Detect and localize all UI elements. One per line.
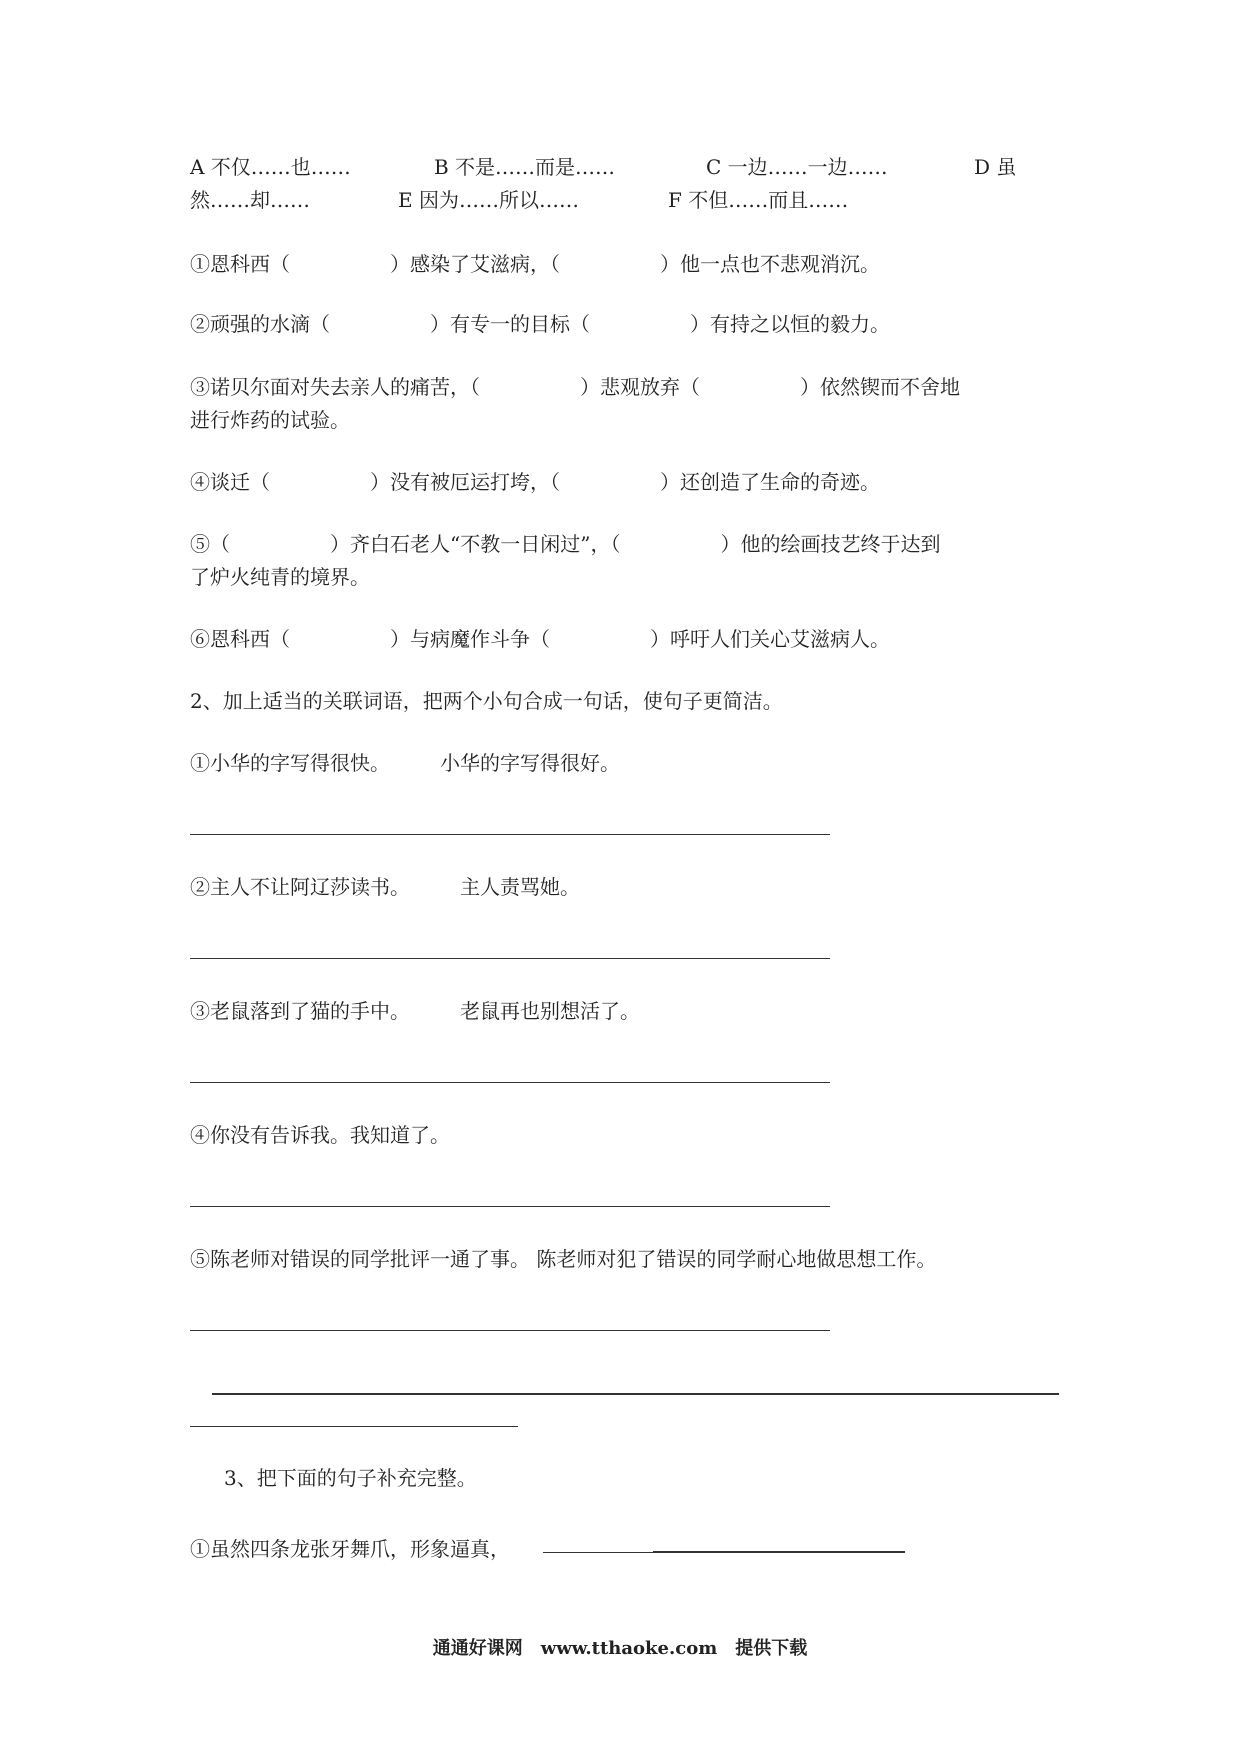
q3-blank-thin[interactable]: [543, 1552, 653, 1553]
q1-sentence-4: ④谈迁（ ）没有被厄运打垮，（ ）还创造了生命的奇迹。: [190, 470, 880, 494]
q1-sentence-3b: 进行炸药的试验。: [190, 408, 350, 432]
answer-line-1[interactable]: [190, 834, 830, 835]
answer-line-7[interactable]: [190, 1426, 518, 1427]
q2-item-2: ②主人不让阿辽莎读书。 主人责骂她。: [190, 875, 580, 899]
page-footer: 通通好课网 www.tthaoke.com 提供下载: [432, 1638, 808, 1659]
answer-line-2[interactable]: [190, 958, 830, 959]
q3-sentence-1: ①虽然四条龙张牙舞爪，形象逼真，: [190, 1537, 510, 1561]
option-e: E 因为……所以……: [398, 188, 579, 212]
answer-line-3[interactable]: [190, 1082, 830, 1083]
answer-line-5[interactable]: [190, 1330, 830, 1331]
q1-sentence-5b: 了炉火纯青的境界。: [190, 565, 370, 589]
option-f: F 不但……而且……: [668, 188, 849, 212]
option-d-start: D 虽: [974, 155, 1017, 179]
q1-sentence-2: ②顽强的水滴（ ）有专一的目标（ ）有持之以恒的毅力。: [190, 312, 890, 336]
q2-item-4: ④你没有告诉我。我知道了。: [190, 1123, 450, 1147]
option-a: A 不仅……也……: [190, 155, 351, 179]
q1-sentence-3a: ③诺贝尔面对失去亲人的痛苦，（ ）悲观放弃（ ）依然锲而不舍地: [190, 375, 960, 399]
option-d-end: 然……却……: [190, 188, 310, 212]
q3-blank-thick[interactable]: [653, 1551, 905, 1553]
q2-item-1: ①小华的字写得很快。 小华的字写得很好。: [190, 751, 620, 775]
q2-item-3: ③老鼠落到了猫的手中。 老鼠再也别想活了。: [190, 999, 640, 1023]
q1-sentence-5a: ⑤（ ）齐白石老人“不教一日闲过”，（ ）他的绘画技艺终于达到: [190, 532, 941, 556]
option-c: C 一边……一边……: [706, 155, 888, 179]
option-b: B 不是……而是……: [434, 155, 616, 179]
answer-line-6[interactable]: [212, 1393, 1059, 1395]
q2-title: 2、加上适当的关联词语，把两个小句合成一句话，使句子更简洁。: [190, 689, 783, 713]
answer-line-4[interactable]: [190, 1206, 830, 1207]
q2-item-5: ⑤陈老师对错误的同学批评一通了事。 陈老师对犯了错误的同学耐心地做思想工作。: [190, 1247, 937, 1271]
q1-sentence-6: ⑥恩科西（ ）与病魔作斗争（ ）呼吁人们关心艾滋病人。: [190, 627, 890, 651]
q3-title: 3、把下面的句子补充完整。: [224, 1466, 477, 1490]
q1-sentence-1: ①恩科西（ ）感染了艾滋病，（ ）他一点也不悲观消沉。: [190, 252, 880, 276]
